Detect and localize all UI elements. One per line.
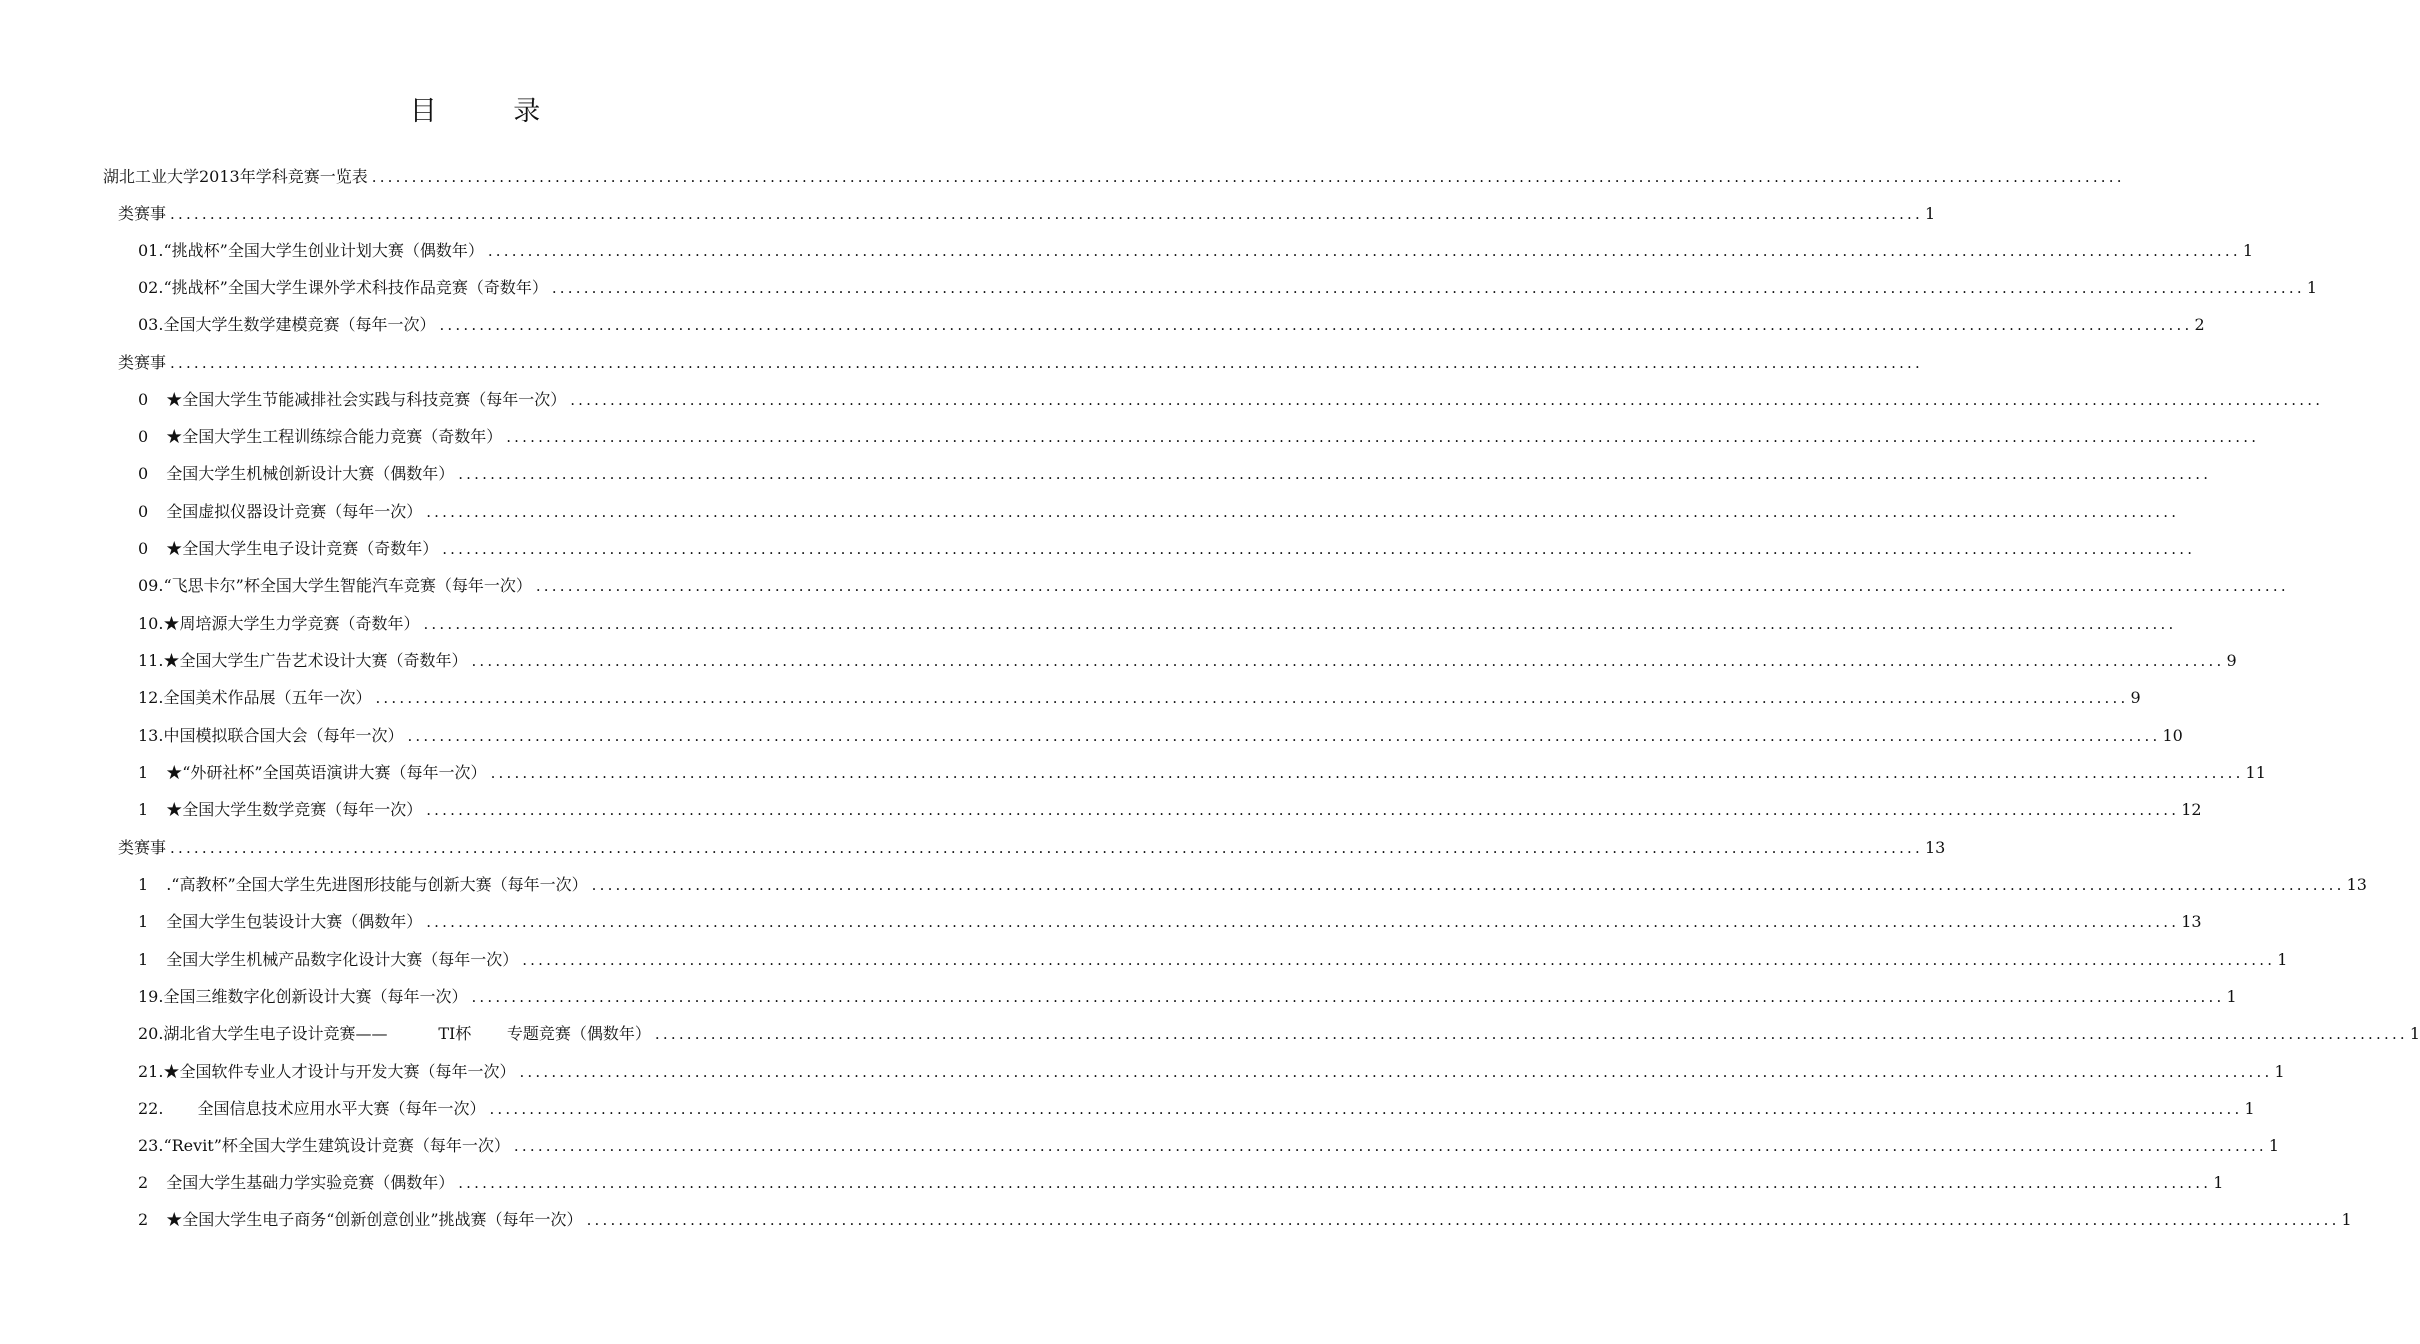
toc-entry-title: ★全国大学生广告艺术设计大赛（奇数年） <box>163 651 468 670</box>
toc-entry-number: 0 <box>138 427 149 446</box>
toc-entry-title: 全国三维数字化创新设计大赛（每年一次） <box>163 987 468 1006</box>
dot-leader: ............................................................................................................................................................................................................................ <box>586 1211 2340 1229</box>
toc-entry-number: 11. <box>138 651 164 670</box>
dot-leader: ............................................................................................................................................................................................................................ <box>375 689 2129 707</box>
toc-entry-page-number: 1 <box>2409 1024 2420 1043</box>
toc-entry[interactable] <box>138 1164 2224 1194</box>
toc-entry-page-number: 9 <box>2130 688 2141 707</box>
toc-entry-page-number: 11 <box>2245 763 2266 782</box>
dot-leader: ............................................................................................................................................................................................................................ <box>439 316 2193 334</box>
toc-entry-title: 全国大学生机械创新设计大赛（偶数年） <box>166 464 455 483</box>
toc-entry-number: 0 <box>138 464 149 483</box>
toc-entry[interactable] <box>138 1127 2280 1157</box>
dot-leader: ............................................................................................................................................................................................................................ <box>407 727 2161 745</box>
toc-entry[interactable] <box>138 530 2196 560</box>
toc-entry-number: 21. <box>138 1062 164 1081</box>
dot-leader: ............................................................................................................................................................................................................................ <box>522 951 2276 969</box>
toc-entry[interactable] <box>138 381 2324 411</box>
toc-entry[interactable] <box>118 344 1923 374</box>
toc-entry[interactable] <box>138 791 2202 821</box>
toc-entry-number: 0 <box>138 539 149 558</box>
toc-entry-number: 2 <box>138 1210 149 1229</box>
toc-entry[interactable] <box>138 418 2260 448</box>
dot-leader: ............................................................................................................................................................................................................................ <box>426 503 2180 521</box>
dot-leader: ............................................................................................................................................................................................................................ <box>471 652 2225 670</box>
toc-entry-number: 1 <box>138 875 149 894</box>
toc-entry-page-number: 1 <box>2277 950 2288 969</box>
dot-leader: ............................................................................................................................................................................................................................ <box>506 428 2260 446</box>
toc-entry-title: .“高教杯”全国大学生先进图形技能与创新大赛（每年一次） <box>166 875 588 894</box>
toc-entry-number: 02. <box>138 278 164 297</box>
toc-entry[interactable] <box>138 269 2317 299</box>
dot-leader: ............................................................................................................................................................................................................................ <box>170 205 1923 223</box>
toc-entry-number: 1 <box>138 950 149 969</box>
dot-leader: ............................................................................................................................................................................................................................ <box>170 839 1923 857</box>
toc-entry-title: 湖北工业大学2013年学科竞赛一览表 <box>103 167 368 186</box>
toc-entry-title: 湖北省大学生电子设计竞赛—— TI杯 专题竞赛（偶数年） <box>163 1024 651 1043</box>
toc-entry[interactable] <box>138 567 2289 597</box>
dot-leader: ............................................................................................................................................................................................................................ <box>170 354 1923 372</box>
toc-entry-number: 03. <box>138 315 164 334</box>
toc-entry-title: 类赛事 <box>118 838 167 857</box>
toc-entry[interactable] <box>138 717 2183 747</box>
toc-entry-title: ★全国大学生数学竞赛（每年一次） <box>166 800 423 819</box>
toc-entry-title: ★“外研社杯”全国英语演讲大赛（每年一次） <box>166 763 487 782</box>
toc-entry[interactable] <box>138 754 2266 784</box>
dot-leader: ............................................................................................................................................................................................................................ <box>551 279 2305 297</box>
toc-entry[interactable] <box>138 642 2237 672</box>
toc-entry-number: 12. <box>138 688 164 707</box>
toc-entry-title: 中国模拟联合国大会（每年一次） <box>163 726 404 745</box>
dot-leader: ............................................................................................................................................................................................................................ <box>487 242 2241 260</box>
toc-entry-title: ★周培源大学生力学竞赛（奇数年） <box>163 614 420 633</box>
toc-entry[interactable] <box>138 232 2253 262</box>
toc-entry-number: 1 <box>138 912 149 931</box>
dot-leader: ............................................................................................................................................................................................................................ <box>654 1025 2408 1043</box>
toc-entry-title: 全国虚拟仪器设计竞赛（每年一次） <box>166 502 423 521</box>
toc-entry-page-number: 12 <box>2181 800 2202 819</box>
toc-entry-title: 全国美术作品展（五年一次） <box>163 688 372 707</box>
dot-leader: ............................................................................................................................................................................................................................ <box>570 391 2324 409</box>
toc-entry-title: 类赛事 <box>118 353 167 372</box>
toc-entry[interactable] <box>118 195 1936 225</box>
toc-entry-number: 23. <box>138 1136 164 1155</box>
dot-leader: ............................................................................................................................................................................................................................ <box>426 801 2180 819</box>
toc-entry-number: 1 <box>138 763 149 782</box>
toc-entry-number: 20. <box>138 1024 164 1043</box>
toc-entry[interactable] <box>138 1053 2285 1083</box>
toc-entry-number: 13. <box>138 726 164 745</box>
toc-entry-title: ★全国大学生电子设计竞赛（奇数年） <box>166 539 439 558</box>
toc-entry-title: ★全国大学生电子商务“创新创意创业”挑战赛（每年一次） <box>166 1210 583 1229</box>
dot-leader: ............................................................................................................................................................................................................................ <box>489 1100 2243 1118</box>
toc-entry-page-number: 1 <box>2226 987 2237 1006</box>
dot-leader: ............................................................................................................................................................................................................................ <box>371 168 2125 186</box>
dot-leader: ............................................................................................................................................................................................................................ <box>591 876 2345 894</box>
toc-entry[interactable] <box>138 679 2141 709</box>
toc-entry-number: 10. <box>138 614 164 633</box>
toc-entry-page-number: 1 <box>2244 1099 2255 1118</box>
dot-leader: ............................................................................................................................................................................................................................ <box>442 540 2196 558</box>
dot-leader: ............................................................................................................................................................................................................................ <box>519 1063 2273 1081</box>
toc-entry-page-number: 1 <box>2268 1136 2280 1155</box>
toc-entry[interactable] <box>138 455 2212 485</box>
toc-entry-page-number: 13 <box>2181 912 2202 931</box>
toc-entry-page-number: 1 <box>2306 278 2317 297</box>
toc-entry[interactable] <box>138 493 2180 523</box>
toc-entry[interactable] <box>138 306 2205 336</box>
toc-entry-title: “挑战杯”全国大学生创业计划大赛（偶数年） <box>163 241 484 260</box>
toc-entry[interactable] <box>103 158 2125 188</box>
dot-leader: ............................................................................................................................................................................................................................ <box>458 1174 2212 1192</box>
page-title: 目 录 <box>409 96 575 127</box>
toc-entry[interactable] <box>138 866 2367 896</box>
toc-entry[interactable] <box>118 829 1946 859</box>
toc-entry-number: 19. <box>138 987 164 1006</box>
toc-entry-title: ★全国大学生工程训练综合能力竞赛（奇数年） <box>166 427 503 446</box>
toc-entry-title: 全国信息技术应用水平大赛（每年一次） <box>197 1099 486 1118</box>
toc-entry-title: 全国大学生数学建模竞赛（每年一次） <box>163 315 436 334</box>
dot-leader: ............................................................................................................................................................................................................................ <box>458 465 2212 483</box>
toc-entry-page-number: 13 <box>2346 875 2367 894</box>
dot-leader: ............................................................................................................................................................................................................................ <box>423 615 2177 633</box>
toc-entry[interactable] <box>138 1090 2255 1120</box>
toc-entry-number: 01. <box>138 241 164 260</box>
toc-entry-title: 全国大学生机械产品数字化设计大赛（每年一次） <box>166 950 519 969</box>
toc-entry-page-number: 1 <box>2213 1173 2224 1192</box>
toc-entry[interactable] <box>138 605 2177 635</box>
toc-entry-page-number: 9 <box>2226 651 2237 670</box>
toc-entry[interactable] <box>138 1201 2352 1231</box>
toc-entry[interactable] <box>138 903 2202 933</box>
toc-entry-page-number: 1 <box>1925 204 1936 223</box>
toc-entry-number: 2 <box>138 1173 149 1192</box>
toc-entry-title: 全国大学生基础力学实验竞赛（偶数年） <box>166 1173 455 1192</box>
toc-entry-number: 0 <box>138 502 149 521</box>
toc-entry-title: “飞思卡尔”杯全国大学生智能汽车竞赛（每年一次） <box>163 576 532 595</box>
toc-entry-number: 09. <box>138 576 164 595</box>
toc-entry[interactable] <box>138 978 2237 1008</box>
dot-leader: ............................................................................................................................................................................................................................ <box>426 913 2180 931</box>
dot-leader: ............................................................................................................................................................................................................................ <box>471 988 2225 1006</box>
toc-entry-title: “Revit”杯全国大学生建筑设计竞赛（每年一次） <box>163 1136 510 1155</box>
toc-entry[interactable] <box>138 941 2288 971</box>
toc-entry-title: ★全国软件专业人才设计与开发大赛（每年一次） <box>163 1062 516 1081</box>
dot-leader: ............................................................................................................................................................................................................................ <box>513 1137 2267 1155</box>
toc-entry-page-number: 2 <box>2194 315 2205 334</box>
toc-entry-number: 0 <box>138 390 149 409</box>
toc-entry-title: “挑战杯”全国大学生课外学术科技作品竞赛（奇数年） <box>163 278 548 297</box>
toc-entry-title: 全国大学生包装设计大赛（偶数年） <box>166 912 423 931</box>
toc-entry-title: ★全国大学生节能减排社会实践与科技竞赛（每年一次） <box>166 390 567 409</box>
toc-entry-page-number: 1 <box>2274 1062 2285 1081</box>
toc-entry-title: 类赛事 <box>118 204 167 223</box>
toc-entry-number: 22. <box>138 1099 164 1118</box>
toc-entry-number: 1 <box>138 800 149 819</box>
toc-entry-page-number: 10 <box>2162 726 2183 745</box>
toc-entry-page-number: 1 <box>2242 241 2253 260</box>
toc-entry[interactable] <box>138 1015 2420 1045</box>
dot-leader: ............................................................................................................................................................................................................................ <box>535 577 2289 595</box>
dot-leader: ............................................................................................................................................................................................................................ <box>490 764 2244 782</box>
toc-entry-page-number: 1 <box>2341 1210 2352 1229</box>
toc-entry-page-number: 13 <box>1925 838 1946 857</box>
